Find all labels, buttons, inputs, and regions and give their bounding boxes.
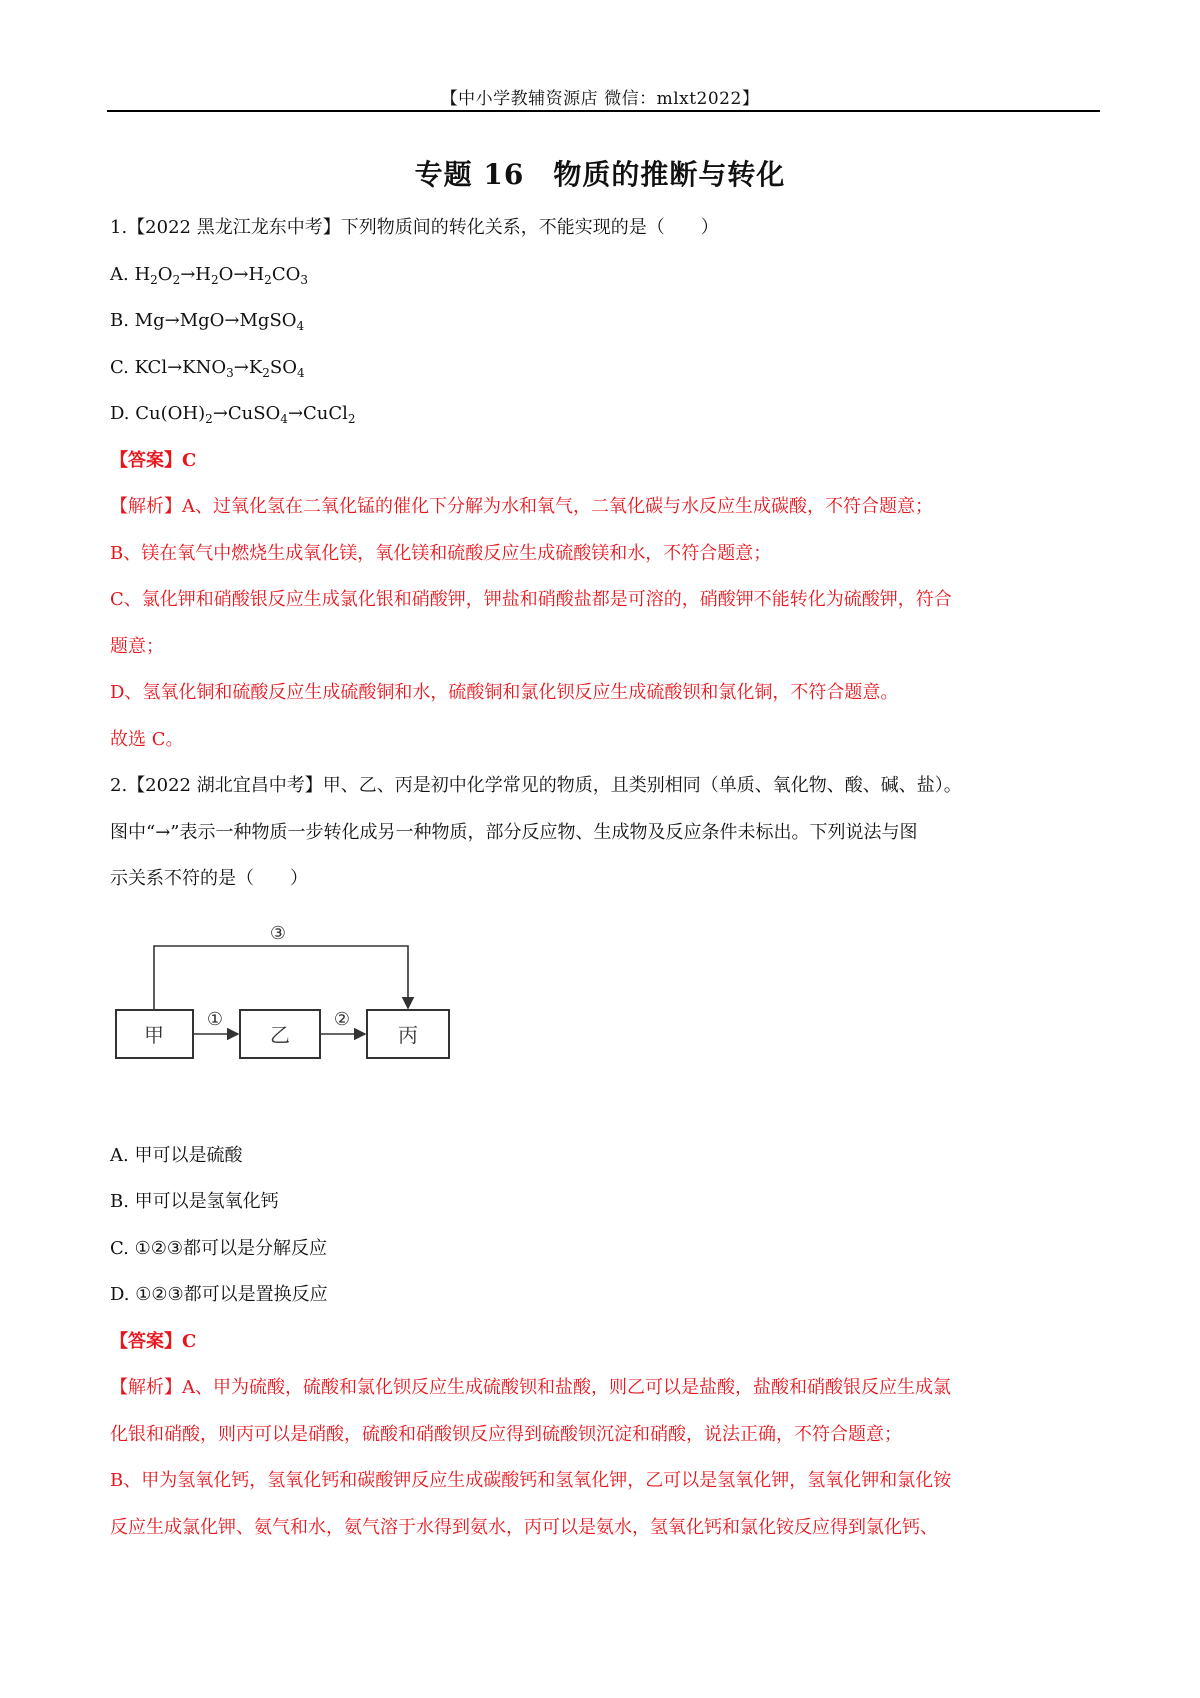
q2-stem-line: 图中“→”表示一种物质一步转化成另一种物质，部分反应物、生成物及反应条件未标出。下列说法与图 <box>110 821 918 843</box>
page-title: 专题 16 物质的推断与转化 <box>414 158 786 191</box>
q1-analysis-line: C、氯化钾和硝酸银反应生成氯化银和硝酸钾，钾盐和硝酸盐都是可溶的，硝酸钾不能转化为硫酸钾，符合 <box>110 589 952 610</box>
arrow-3-label: ③ <box>269 922 287 944</box>
box-bing-label: 丙 <box>398 1022 418 1047</box>
box-yi-label: 乙 <box>270 1022 290 1047</box>
document-body <box>110 205 1104 1551</box>
q1-stem: 1.【2022 黑龙江龙东中考】下列物质间的转化关系，不能实现的是（ ） <box>110 217 719 238</box>
q1-analysis-line: D、氢氧化铜和硫酸反应生成硫酸铜和水，硫酸铜和氯化钡反应生成硫酸钡和氯化铜，不符合题意。 <box>110 682 899 703</box>
q2-analysis-line: 反应生成氯化钾、氨气和水，氨气溶于水得到氨水，丙可以是氨水，氢氧化钙和氯化铵反应得到氯化钙、 <box>110 1516 938 1538</box>
q2-analysis-line: 化银和硝酸，则丙可以是硝酸，硫酸和硝酸钡反应得到硫酸钡沉淀和硝酸，说法正确，不符合题意； <box>110 1423 902 1445</box>
arrow-3 <box>154 946 408 1010</box>
q1-analysis-line: 题意； <box>110 635 164 657</box>
q2-option-d: D. ①②③都可以是置换反应 <box>110 1284 328 1305</box>
q1-analysis-line: 故选 C。 <box>110 728 184 750</box>
arrow-2-label: ② <box>333 1008 351 1030</box>
q1-analysis-line: 【解析】A、过氧化氢在二氧化锰的催化下分解为水和氧气，二氧化碳与水反应生成碳酸，不符合题意； <box>110 496 933 517</box>
q1-option-d: D. $Cu(OH)_2\to CuSO_4\to CuCl_2$ <box>110 403 356 426</box>
box-jia-label: 甲 <box>144 1022 164 1047</box>
q2-option-c: C. ①②③都可以是分解反应 <box>110 1237 327 1259</box>
q2-analysis-line: 【解析】A、甲为硫酸，硫酸和氯化钡反应生成硫酸钡和盐酸，则乙可以是盐酸，盐酸和硝酸银反应生成氯 <box>110 1377 951 1398</box>
q1-option-b: B. Mg→MgO→MgSO$_4$ <box>110 310 305 333</box>
q2-analysis-line: B、甲为氢氧化钙，氢氧化钙和碳酸钾反应生成碳酸钙和氢氧化钾，乙可以是氢氧化钾，氢氧化钾和氯化铵 <box>110 1470 952 1491</box>
conversion-diagram <box>110 903 1104 1133</box>
q2-stem-line: 示关系不符的是（ ） <box>110 868 308 889</box>
q2-answer: 【答案】C <box>110 1330 197 1352</box>
q2-option-b: B. 甲可以是氢氧化钙 <box>110 1191 279 1212</box>
q2-stem-line: 2.【2022 湖北宜昌中考】甲、乙、丙是初中化学常见的物质，且类别相同（单质、氧化物、酸、碱、盐）。 <box>110 775 962 796</box>
header-divider <box>107 110 1100 112</box>
arrow-1-label: ① <box>206 1008 224 1030</box>
q1-option-c: C. $KCl\to KNO_3\to K_2SO_4$ <box>110 356 305 380</box>
q2-option-a: A. 甲可以是硫酸 <box>110 1144 243 1166</box>
header-text: 【中小学教辅资源店 微信：mlxt2022】 <box>440 89 760 109</box>
q1-option-a: A. $H_2O_2\to H_2O\to H_2CO_3$ <box>110 263 308 287</box>
conversion-diagram-svg <box>110 913 470 1063</box>
q1-analysis-line: B、镁在氧气中燃烧生成氧化镁，氧化镁和硫酸反应生成硫酸镁和水，不符合题意； <box>110 542 772 564</box>
q1-answer: 【答案】C <box>110 449 197 471</box>
